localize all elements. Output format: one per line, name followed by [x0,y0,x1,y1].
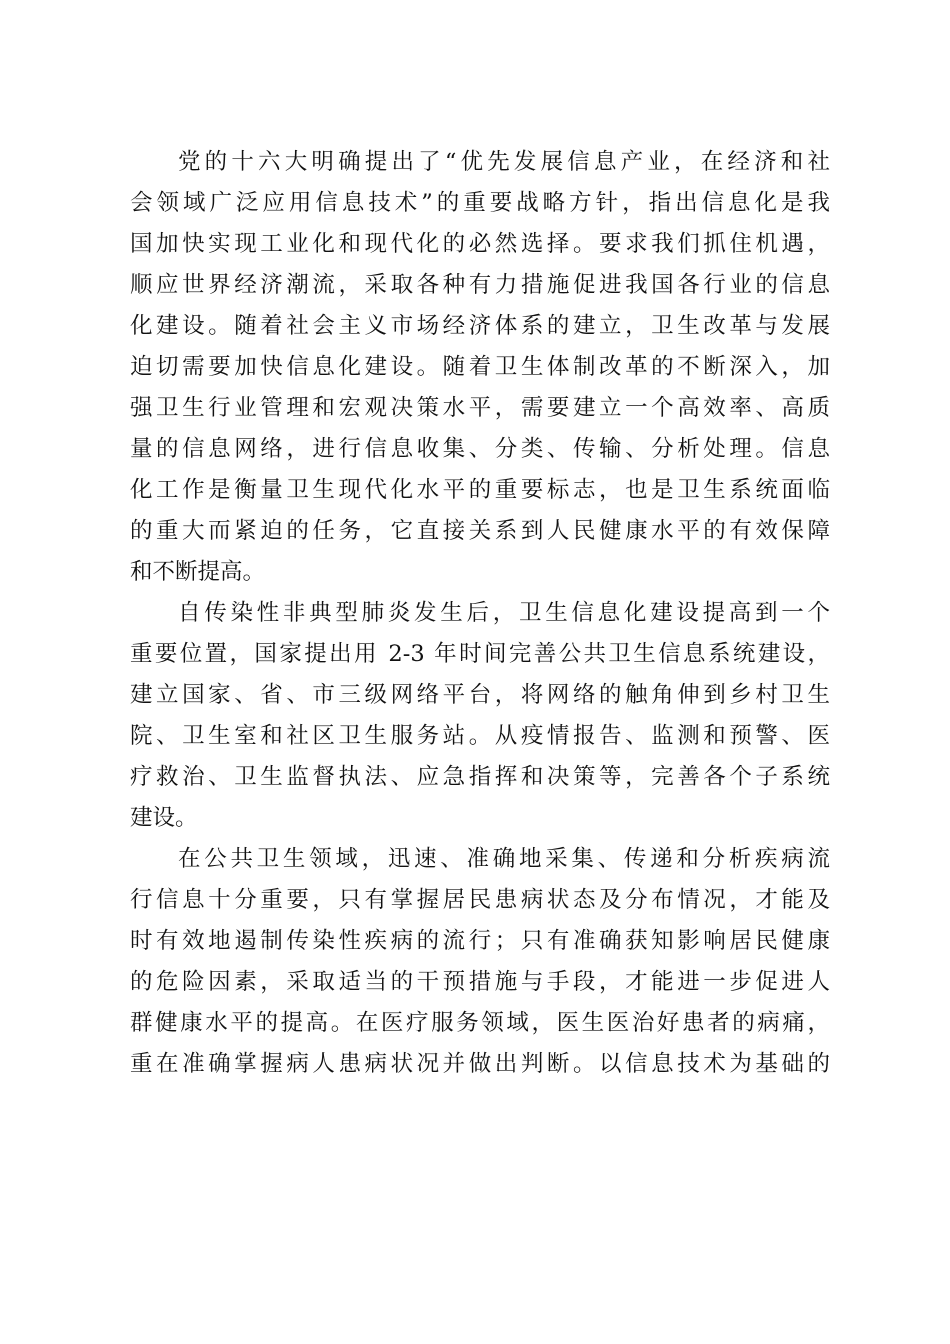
text-line: 疗救治、卫生监督执法、应急指挥和决策等，完善各个子系统 [130,764,830,790]
text-line: 自传染性非典型肺炎发生后，卫生信息化建设提高到一个 [178,600,830,626]
text-line: 和不断提高。 [130,559,266,585]
text-line: 顺应世界经济潮流，采取各种有力措施促进我国各行业的信息 [130,272,830,298]
text-line: 建立国家、省、市三级网络平台，将网络的触角伸到乡村卫生 [130,682,830,708]
text-line: 化工作是衡量卫生现代化水平的重要标志，也是卫生系统面临 [130,477,830,503]
text-line: 时有效地遏制传染性疾病的流行；只有准确获知影响居民健康 [130,928,830,954]
paragraph-3 [130,839,830,1085]
text-line: 量的信息网络，进行信息收集、分类、传输、分析处理。信息 [130,436,830,462]
text-line: 会领域广泛应用信息技术”的重要战略方针，指出信息化是我 [130,190,830,216]
text-line: 化建设。随着社会主义市场经济体系的建立，卫生改革与发展 [130,313,830,339]
text-line: 建设。 [130,805,198,831]
text-line: 群健康水平的提高。在医疗服务领域，医生医治好患者的病痛， [130,1010,830,1036]
text-line: 党的十六大明确提出了“优先发展信息产业，在经济和社 [178,149,830,175]
text-line: 重在准确掌握病人患病状况并做出判断。以信息技术为基础的 [130,1051,830,1077]
paragraph-1 [130,142,830,593]
text-line: 在公共卫生领域，迅速、准确地采集、传递和分析疾病流 [178,846,830,872]
text-line: 国加快实现工业化和现代化的必然选择。要求我们抓住机遇， [130,231,830,257]
text-line: 院、卫生室和社区卫生服务站。从疫情报告、监测和预警、医 [130,723,830,749]
text-line: 迫切需要加快信息化建设。随着卫生体制改革的不断深入，加 [130,354,830,380]
text-line: 重要位置，国家提出用 2-3 年时间完善公共卫生信息系统建设， [130,641,830,667]
text-line: 的重大而紧迫的任务，它直接关系到人民健康水平的有效保障 [130,518,830,544]
text-line: 的危险因素，采取适当的干预措施与手段，才能进一步促进人 [130,969,830,995]
document-body [130,142,830,1085]
text-line: 强卫生行业管理和宏观决策水平，需要建立一个高效率、高质 [130,395,830,421]
text-line: 行信息十分重要，只有掌握居民患病状态及分布情况，才能及 [130,887,830,913]
paragraph-2 [130,593,830,839]
